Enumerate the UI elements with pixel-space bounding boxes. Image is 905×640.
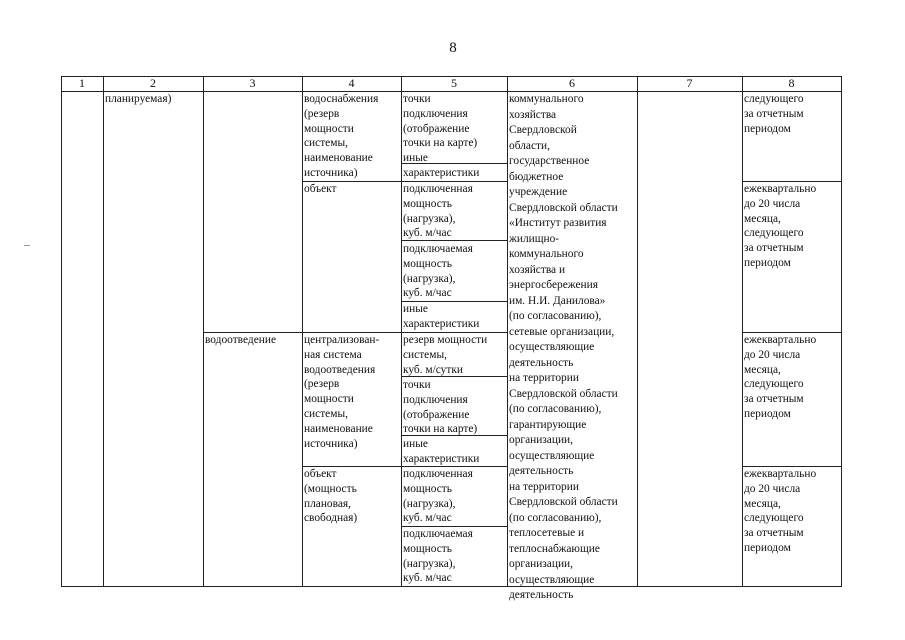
col-border: [61, 76, 62, 586]
col3-sewerage: водоотведение: [205, 334, 276, 346]
col4-water-source: водоснабжения (резерв мощности системы, наименование источника): [304, 93, 379, 179]
col5-connectable-capacity: подключаемая мощность (нагрузка), куб. м/час: [403, 243, 473, 300]
col-border: [103, 76, 104, 586]
col-border: [302, 76, 303, 586]
col-header-8: 8: [788, 76, 795, 90]
col-border: [841, 76, 842, 586]
col-header-7: 7: [686, 76, 693, 90]
col5-connection-points: точки подключения (отображение точки на карте): [403, 379, 478, 436]
col-header-6: 6: [569, 76, 575, 90]
page-number: 8: [449, 40, 457, 56]
requirements-table: [61, 76, 842, 601]
col-header-5: 5: [451, 76, 457, 90]
col5-other-characteristics: иные характеристики: [403, 438, 480, 465]
col-border: [401, 76, 402, 586]
col5-other-characteristics: иные характеристики: [403, 152, 480, 179]
margin-mark: [24, 245, 30, 246]
col-border: [637, 76, 638, 586]
col5-connected-capacity: подключенная мощность (нагрузка), куб. м/час: [403, 183, 473, 240]
col4-sewer-system: централизован- ная система водоотведения (резерв мощности системы, наименование источника): [304, 334, 380, 450]
col-header-4: 4: [348, 76, 355, 90]
col6-responsible-organizations: коммунального хозяйства Свердловской области, государственное бюджетное учреждение Свердловской области «Институт развития жилищно- коммунального хозяйства и энергосбережения им. Н.И. Данилова» (по согласованию), сетевые организации, осуществляющие деятельность на территории Свердловской области (по согласованию), гарантирующие организации, осуществляющие деятельность на территории Свердловской области (по согласованию), теплосетевые и теплоснабжающие организации, осуществляющие деятельность: [509, 93, 618, 601]
col4-sewer-object: объект (мощность плановая, свободная): [304, 468, 358, 525]
col8-deadline: ежеквартально до 20 числа месяца, следующего за отчетным периодом: [744, 334, 817, 420]
col5-other-characteristics: иные характеристики: [403, 303, 480, 330]
col-border: [507, 76, 508, 586]
col-header-2: 2: [150, 76, 156, 90]
col5-reserve-capacity: резерв мощности системы, куб. м/сутки: [403, 334, 488, 376]
col4-water-object: объект: [304, 183, 337, 195]
col2-text: планируемая): [105, 93, 172, 105]
col8-deadline: ежеквартально до 20 числа месяца, следующего за отчетным периодом: [744, 468, 817, 554]
col5-connectable-capacity: подключаемая мощность (нагрузка), куб. м/час: [403, 528, 473, 585]
col8-deadline: следующего за отчетным периодом: [744, 93, 804, 135]
col-border: [203, 76, 204, 586]
col5-connection-points: точки подключения (отображение точки на карте): [403, 93, 478, 150]
col-header-1: 1: [79, 76, 85, 90]
col-border: [742, 76, 743, 586]
col8-deadline: ежеквартально до 20 числа месяца, следующего за отчетным периодом: [744, 183, 817, 269]
col5-connected-capacity: подключенная мощность (нагрузка), куб. м/час: [403, 468, 473, 525]
col-header-3: 3: [249, 76, 256, 90]
